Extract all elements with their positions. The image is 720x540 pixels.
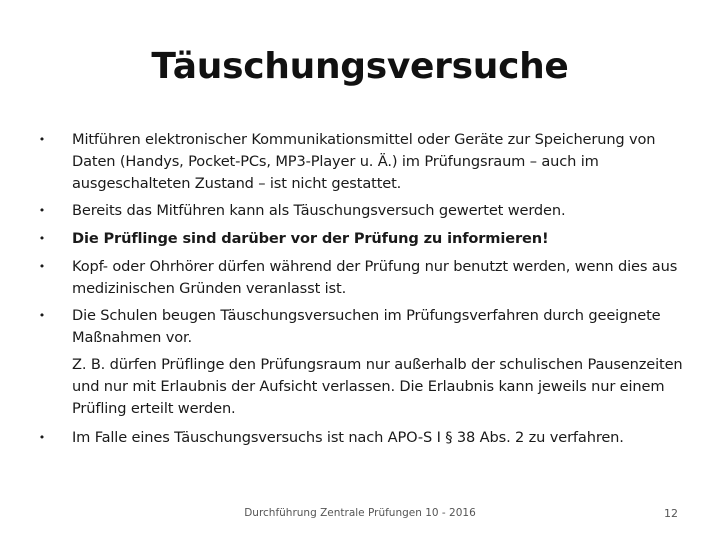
bullet-marker: • bbox=[38, 309, 46, 322]
slide-title: Täuschungsversuche bbox=[151, 46, 569, 87]
bullet-text: Die Prüflinge sind darüber vor der Prüfung zu informieren! bbox=[72, 230, 549, 247]
bullet-text: Im Falle eines Täuschungsversuchs ist nach APO-S I § 38 Abs. 2 zu verfahren. bbox=[72, 429, 624, 446]
bullet-marker: • bbox=[38, 431, 46, 444]
page-number: 12 bbox=[664, 507, 678, 520]
bullet-marker: • bbox=[38, 260, 46, 273]
bullet-marker: • bbox=[38, 232, 46, 245]
bullet-text: Bereits das Mitführen kann als Täuschungsversuch gewertet werden. bbox=[72, 202, 566, 219]
bullet-marker: • bbox=[38, 204, 46, 217]
slide-footer: Durchführung Zentrale Prüfungen 10 - 2016 bbox=[244, 507, 476, 519]
bullet-text: Kopf- oder Ohrhörer dürfen während der Prüfung nur benutzt werden, wenn dies aus medizinischen Gründen veranlasst ist. bbox=[72, 258, 678, 297]
bullet-text: Die Schulen beugen Täuschungsversuchen im Prüfungsverfahren durch geeignete Maßnahmen vor. bbox=[72, 307, 661, 346]
bullet-marker: • bbox=[38, 133, 46, 146]
bullet-text: Mitführen elektronischer Kommunikationsmittel oder Geräte zur Speicherung von Daten (Handys, Pocket-PCs, MP3-Player u. Ä.) im Prüfungsraum – auch im ausgeschalteten Zustand – ist nicht gestattet. bbox=[72, 131, 656, 192]
bullet-text: Z. B. dürfen Prüflinge den Prüfungsraum nur außerhalb der schulischen Pausenzeiten und nur mit Erlaubnis der Aufsicht verlassen. Die Erlaubnis kann jeweils nur einem Prüfling erteilt werden. bbox=[72, 356, 683, 417]
